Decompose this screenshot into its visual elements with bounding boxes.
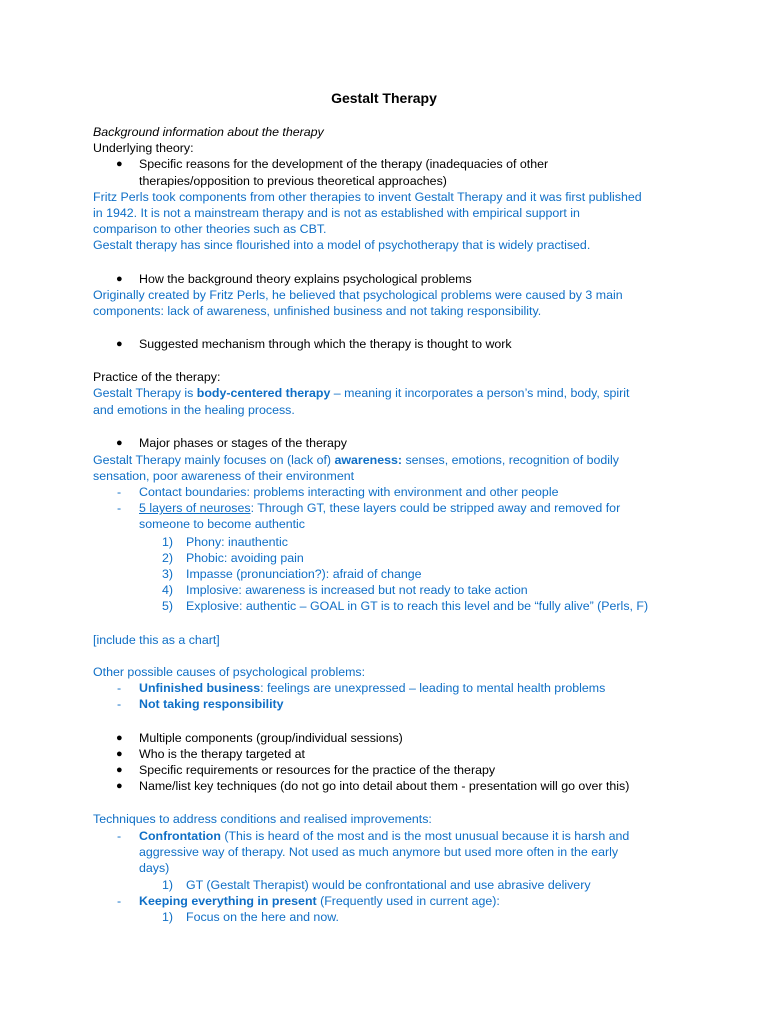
chart-note: [include this as a chart]: [93, 633, 220, 647]
paragraph-body-centered-line2: and emotions in the healing process.: [93, 403, 295, 417]
bullet-icon: ●: [116, 764, 123, 776]
confrontation-line3: days): [139, 861, 170, 875]
bullet-mechanism: Suggested mechanism through which the therapy is thought to work: [139, 337, 512, 351]
text-run: – meaning it incorporates a person’s mind, body, spirit: [330, 386, 630, 400]
paragraph-history-line4: Gestalt therapy has since flourished into a model of psychotherapy that is widely practised.: [93, 238, 591, 252]
list-number: 5): [162, 599, 174, 613]
text-run: Gestalt Therapy mainly focuses on (lack of): [93, 453, 335, 467]
underlying-theory-label: Underlying theory:: [93, 141, 194, 155]
bold-term: body-centered therapy: [196, 386, 331, 400]
background-heading: Background information about the therapy: [93, 125, 324, 139]
text-run: senses, emotions, recognition of bodily: [402, 453, 619, 467]
confrontation-item: GT (Gestalt Therapist) would be confrontational and use abrasive delivery: [186, 878, 591, 892]
paragraph-awareness-line2: sensation, poor awareness of their environment: [93, 469, 355, 483]
unfinished-business: [139, 680, 605, 696]
bullet-icon: ●: [116, 748, 123, 760]
list-number: 1): [162, 535, 174, 549]
techniques-heading: Techniques to address conditions and realised improvements:: [93, 812, 432, 826]
bold-term: Confrontation: [139, 829, 221, 843]
paragraph-awareness-line1: [93, 452, 619, 468]
bullet-requirements: Specific requirements or resources for the practice of the therapy: [139, 763, 496, 777]
paragraph-history-line3: comparison to other theories such as CBT.: [93, 222, 327, 236]
paragraph-history-line1: Fritz Perls took components from other therapies to invent Gestalt Therapy and it was first published: [93, 190, 642, 204]
paragraph-history-line2: in 1942. It is not a mainstream therapy and is not as established with empirical support in: [93, 206, 580, 220]
confrontation-line2: aggressive way of therapy. Not used as much anymore but used more often in the early: [139, 845, 619, 859]
layer-item-implosive: Implosive: awareness is increased but not ready to take action: [186, 583, 528, 597]
bullet-target: Who is the therapy targeted at: [139, 747, 305, 761]
layer-item-explosive: Explosive: authentic – GOAL in GT is to reach this level and be “fully alive” (Perls, F): [186, 599, 649, 613]
present-item: Focus on the here and now.: [186, 910, 339, 924]
bullet-icon: ●: [116, 273, 123, 285]
bullet-icon: ●: [116, 732, 123, 744]
confrontation-line1: [139, 828, 629, 844]
list-number: 4): [162, 583, 174, 597]
text-run: : Through GT, these layers could be stripped away and removed for: [250, 501, 621, 515]
contact-boundaries: Contact boundaries: problems interacting with environment and other people: [139, 485, 559, 499]
paragraph-cause-line2: components: lack of awareness, unfinished business and not taking responsibility.: [93, 304, 542, 318]
dash-marker: -: [117, 829, 122, 843]
bullet-icon: ●: [116, 437, 123, 449]
text-run: Gestalt Therapy is: [93, 386, 197, 400]
bullet-explains: How the background theory explains psychological problems: [139, 272, 472, 286]
list-number: 1): [162, 878, 174, 892]
other-causes-heading: Other possible causes of psychological problems:: [93, 665, 366, 679]
bullet-icon: ●: [116, 158, 123, 170]
text-run: (This is heard of the most and is the most unusual because it is harsh and: [220, 829, 630, 843]
bullet-icon: ●: [116, 780, 123, 792]
list-number: 2): [162, 551, 174, 565]
keeping-present: [139, 893, 500, 909]
text-run: (Frequently used in current age):: [316, 894, 500, 908]
bold-term: Unfinished business: [139, 681, 261, 695]
paragraph-cause-line1: Originally created by Fritz Perls, he believed that psychological problems were caused by 3 main: [93, 288, 623, 302]
list-number: 1): [162, 910, 174, 924]
bullet-phases: Major phases or stages of the therapy: [139, 436, 348, 450]
dash-marker: -: [117, 894, 122, 908]
bullet-icon: ●: [116, 338, 123, 350]
underlined-term: 5 layers of neuroses: [139, 501, 251, 515]
dash-marker: -: [117, 501, 122, 515]
dash-marker: -: [117, 697, 122, 711]
dash-marker: -: [117, 485, 122, 499]
bold-term: Keeping everything in present: [139, 894, 317, 908]
document-title: Gestalt Therapy: [331, 90, 437, 106]
layer-item-phony: Phony: inauthentic: [186, 535, 288, 549]
dash-marker: -: [117, 681, 122, 695]
bullet-components: Multiple components (group/individual sessions): [139, 731, 403, 745]
bullet-development-line2: therapies/opposition to previous theoretical approaches): [139, 174, 447, 188]
not-taking-responsibility: Not taking responsibility: [139, 697, 284, 711]
layers-line2: someone to become authentic: [139, 517, 306, 531]
paragraph-body-centered-line1: [93, 385, 629, 401]
bullet-techniques: Name/list key techniques (do not go into detail about them - presentation will go over this): [139, 779, 630, 793]
layers-line1: [139, 500, 620, 516]
bold-term: awareness:: [334, 453, 403, 467]
layer-item-phobic: Phobic: avoiding pain: [186, 551, 304, 565]
bullet-development-line1: Specific reasons for the development of the therapy (inadequacies of other: [139, 157, 549, 171]
practice-heading: Practice of the therapy:: [93, 370, 221, 384]
text-run: : feelings are unexpressed – leading to mental health problems: [260, 681, 606, 695]
layer-item-impasse: Impasse (pronunciation?): afraid of change: [186, 567, 422, 581]
list-number: 3): [162, 567, 174, 581]
